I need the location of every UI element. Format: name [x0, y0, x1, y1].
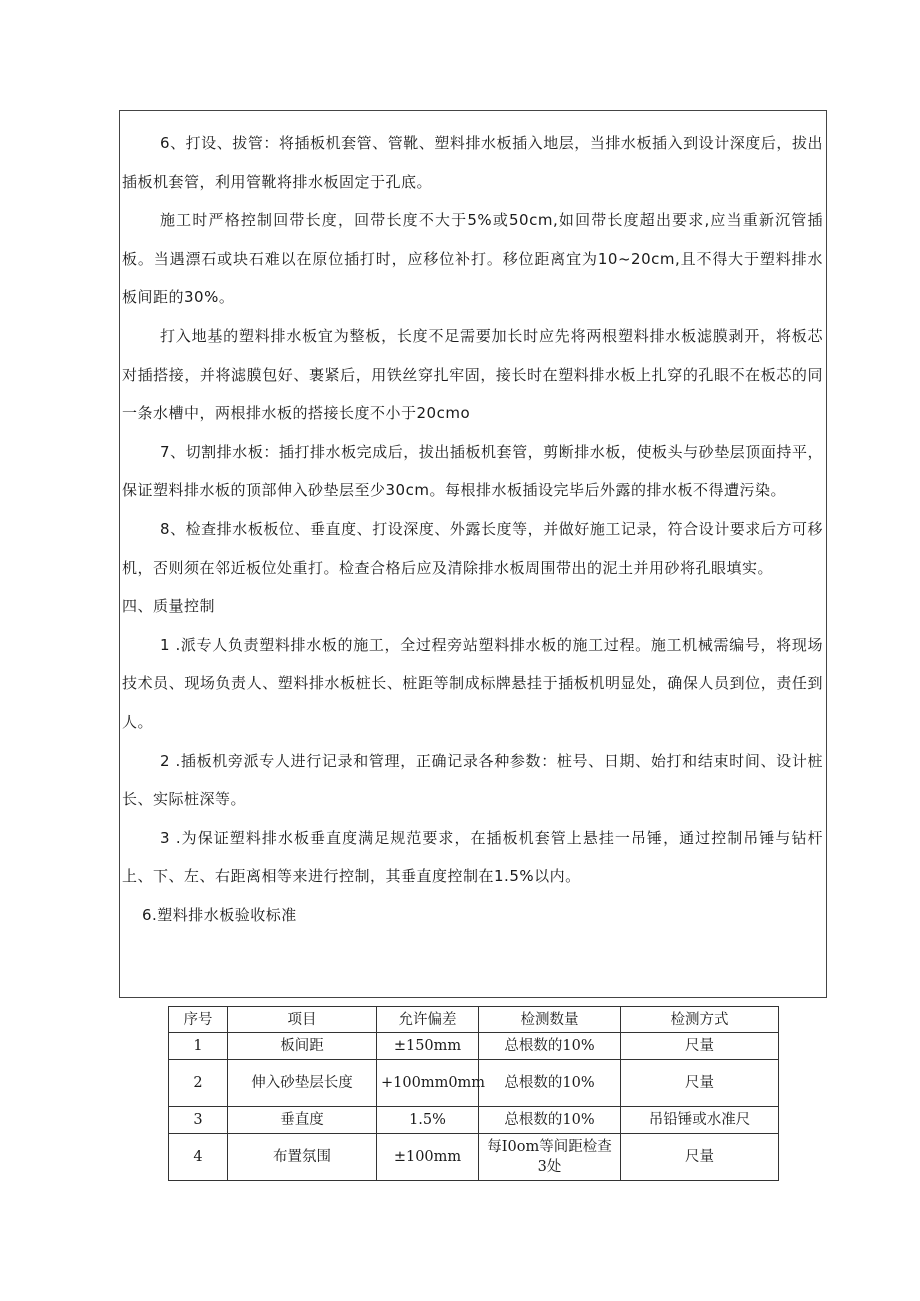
paragraph-splicing: 打入地基的塑料排水板宜为整板，长度不足需要加长时应先将两根塑料排水板滤膜剥开，将板芯对插搭接，并将滤膜包好、裹紧后，用铁丝穿扎牢固，接长时在塑料排水板上扎穿的孔眼不在板芯的同一条水槽中，两根排水板的搭接长度不小于20cmo	[122, 326, 823, 423]
section-heading-quality-control: 四、质量控制	[122, 597, 216, 616]
cell-method: 尺量	[621, 1033, 779, 1060]
cell-tolerance: +100mm0mm	[377, 1060, 479, 1107]
cell-method: 尺量	[621, 1060, 779, 1107]
cell-method: 吊铅锤或水准尺	[621, 1107, 779, 1134]
cell-quantity: 总根数的10%	[479, 1107, 621, 1134]
table-row	[169, 1033, 779, 1060]
cell-item: 板间距	[228, 1033, 377, 1060]
table-row	[169, 1107, 779, 1134]
cell-seq: 1	[169, 1033, 228, 1060]
acceptance-table	[168, 1006, 779, 1181]
paragraph-return-length: 施工时严格控制回带长度，回带长度不大于5%或50cm,如回带长度超出要求,应当重新沉管插板。当遇漂石或块石难以在原位插打时，应移位补打。移位距离宜为10~20cm,且不得大于塑料排水板间距的30%。	[122, 211, 823, 307]
table-header-row	[169, 1007, 779, 1033]
paragraph-quality-1: 1 .派专人负责塑料排水板的施工，全过程旁站塑料排水板的施工过程。施工机械需编号，将现场技术员、现场负责人、塑料排水板桩长、桩距等制成标牌悬挂于插板机明显处，确保人员到位，责任到人。	[122, 635, 823, 731]
table-row	[169, 1134, 779, 1181]
cell-item: 伸入砂垫层长度	[228, 1060, 377, 1107]
paragraph-step-7: 7、切割排水板：插打排水板完成后，拔出插板机套管，剪断排水板，使板头与砂垫层顶面持平，保证塑料排水板的顶部伸入砂垫层至少30cm。每根排水板插设完毕后外露的排水板不得遭污染。	[122, 442, 823, 500]
cell-method: 尺量	[621, 1134, 779, 1181]
cell-tolerance: 1.5%	[377, 1107, 479, 1134]
subheading-acceptance-standard: 6.塑料排水板验收标准	[142, 905, 297, 924]
cell-item: 布置氛围	[228, 1134, 377, 1181]
header-quantity: 检测数量	[479, 1007, 621, 1033]
header-tolerance: 允许偏差	[377, 1007, 479, 1033]
document-frame	[119, 110, 827, 998]
table-row	[169, 1060, 779, 1107]
header-item: 项目	[228, 1007, 377, 1033]
cell-quantity: 总根数的10%	[479, 1060, 621, 1107]
cell-seq: 2	[169, 1060, 228, 1107]
cell-seq: 4	[169, 1134, 228, 1181]
cell-quantity: 总根数的10%	[479, 1033, 621, 1060]
cell-quantity: 每I0om等间距检查3处	[479, 1134, 621, 1181]
cell-tolerance: ±100mm	[377, 1134, 479, 1181]
paragraph-quality-2: 2 .插板机旁派专人进行记录和管理，正确记录各种参数：桩号、日期、始打和结束时间、设计桩长、实际桩深等。	[122, 751, 823, 809]
header-seq: 序号	[169, 1007, 228, 1033]
paragraph-step-8: 8、检查排水板板位、垂直度、打设深度、外露长度等，并做好施工记录，符合设计要求后方可移机，否则须在邻近板位处重打。检查合格后应及清除排水板周围带出的泥土并用砂将孔眼填实。	[122, 519, 823, 577]
document-body	[120, 124, 826, 997]
paragraph-step-6: 6、打设、拔管：将插板机套管、管靴、塑料排水板插入地层，当排水板插入到设计深度后，拔出插板机套管，利用管靴将排水板固定于孔底。	[122, 134, 823, 191]
header-method: 检测方式	[621, 1007, 779, 1033]
cell-tolerance: ±150mm	[377, 1033, 479, 1060]
cell-item: 垂直度	[228, 1107, 377, 1134]
paragraph-quality-3: 3 .为保证塑料排水板垂直度满足规范要求，在插板机套管上悬挂一吊锤，通过控制吊锤与钻杆上、下、左、右距离相等来进行控制，其垂直度控制在1.5%以内。	[122, 828, 823, 886]
cell-seq: 3	[169, 1107, 228, 1134]
